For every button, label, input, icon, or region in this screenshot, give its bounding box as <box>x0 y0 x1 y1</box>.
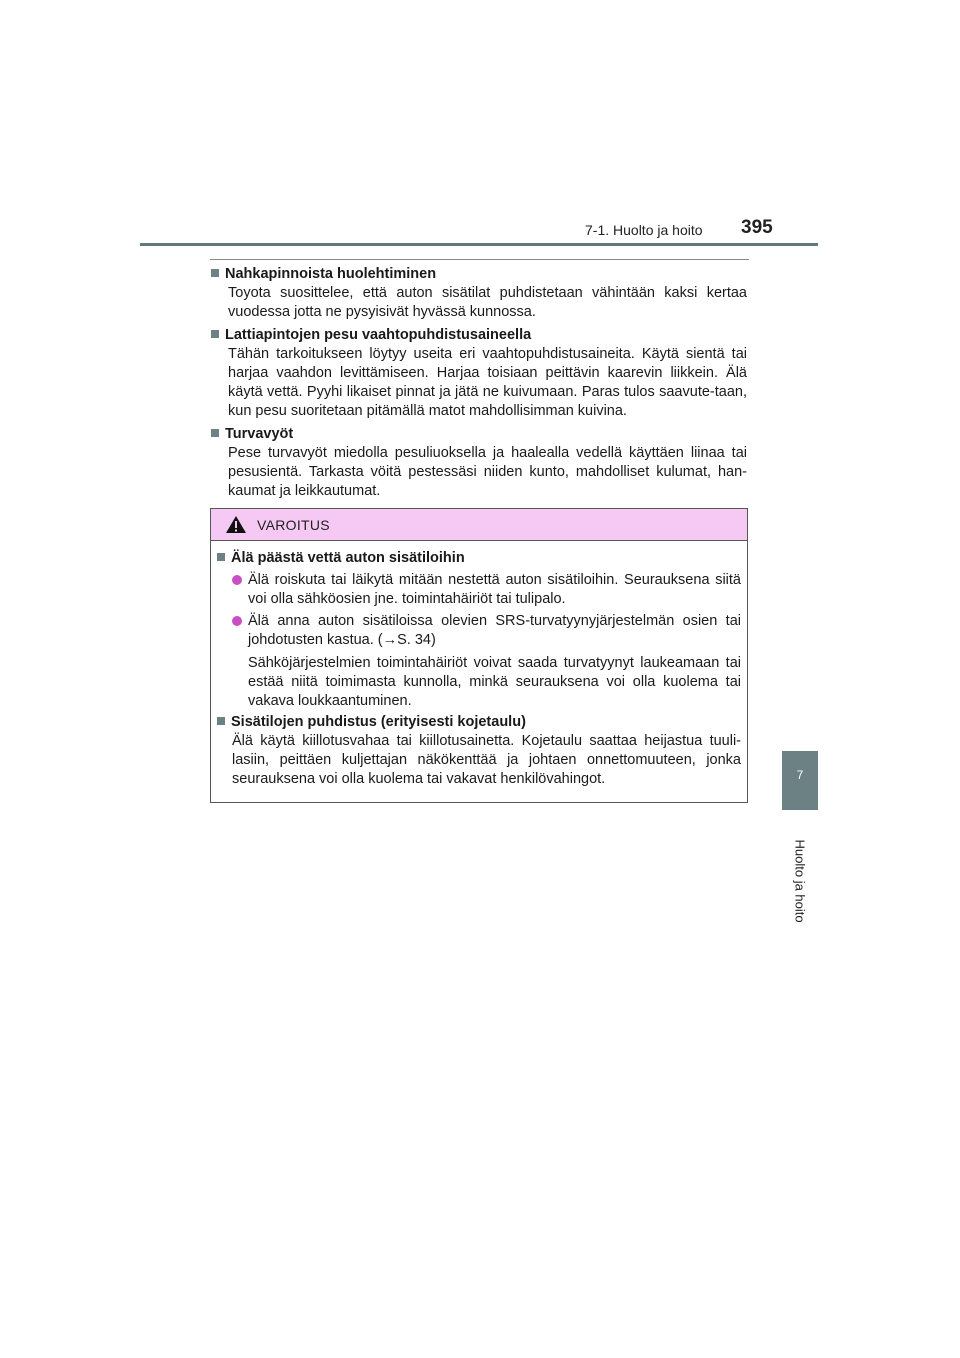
warning-section-water <box>216 549 741 711</box>
warning-title: VAROITUS <box>257 516 330 533</box>
warning-sub-paragraph: Sähköjärjestelmien toimintahäiriöt voivat saada turvatyynyt laukeamaan tai estää niitä toimimasta kunnolla, minkä seurauksena voi olla kuolema tai vakava loukkaantuminen. <box>248 655 741 709</box>
warning-bullet <box>232 612 741 650</box>
warning-section-dashboard <box>216 713 741 789</box>
circle-bullet-icon <box>232 575 242 585</box>
header-section-title: 7-1. Huolto ja hoito <box>585 222 703 238</box>
chapter-label: Huolto ja hoito <box>792 839 808 923</box>
section-body: Tähän tarkoitukseen löytyy useita eri vaahtopuhdistusaineita. Käytä sientä tai harjaa vaahdon levittämiseen. Harjaa toisiaan peittävin kaarevin liikkein. Älä käytä vettä. Pyyhi likaiset pinnat ja jätä ne kuivumaan. Paras tulos saavute-taan, kun pesu suoritetaan pitämällä matot mahdollisimman kuivina. <box>228 346 747 419</box>
section-body: Pese turvavyöt miedolla pesuliuoksella ja haalealla vedellä käyttäen liinaa tai pesusientä. Tarkasta vöitä pestessäsi niiden kunto, mahdolliset kulumat, han-kaumat ja leikkautumat. <box>228 445 747 499</box>
section-floor-cleaning <box>210 326 747 421</box>
circle-bullet-icon <box>232 616 242 626</box>
section-heading: Nahkapinnoista huolehtiminen <box>225 266 437 282</box>
section-heading: Turvavyöt <box>225 426 294 442</box>
warning-heading: Sisätilojen puhdistus (erityisesti kojetaulu) <box>231 714 526 730</box>
square-bullet-icon <box>211 429 219 437</box>
square-bullet-icon <box>211 269 219 277</box>
warning-content <box>211 541 747 789</box>
bullet-text: Älä anna auton sisätiloissa olevien SRS-turvatyynyjärjestelmän osien tai johdotusten kastua. (→S. 34) <box>248 613 741 648</box>
chapter-number: 7 <box>796 768 804 782</box>
warning-heading: Älä päästä vettä auton sisätiloihin <box>231 550 465 566</box>
content-divider <box>210 259 749 260</box>
warning-body: Älä käytä kiillotusvahaa tai kiillotusainetta. Kojetaulu saattaa heijastua tuuli-lasiin, peittäen kuljettajan näkökenttää ja johtaen onnettomuuteen, jonka seurauksena voi olla kuolema tai vakavat henkilövahingot. <box>232 733 741 787</box>
square-bullet-icon <box>217 553 225 561</box>
square-bullet-icon <box>217 717 225 725</box>
section-heading: Lattiapintojen pesu vaahtopuhdistusaineella <box>225 327 532 343</box>
main-content <box>210 265 747 505</box>
warning-triangle-icon <box>225 515 247 534</box>
warning-header <box>211 509 747 541</box>
warning-box <box>210 508 748 803</box>
section-body: Toyota suosittelee, että auton sisätilat puhdistetaan vähintään kaksi kertaa vuodessa jotta ne pysyisivät hyvässä kunnossa. <box>228 285 747 320</box>
section-leather-care <box>210 265 747 322</box>
bullet-text: Älä roiskuta tai läikytä mitään nestettä auton sisätiloihin. Seurauksena siitä voi olla sähköosien jne. toimintahäiriöt tai tulipalo. <box>248 572 741 607</box>
page-number: 395 <box>741 217 773 238</box>
warning-bullet <box>232 571 741 609</box>
square-bullet-icon <box>211 330 219 338</box>
section-seat-belts <box>210 425 747 501</box>
header-divider <box>140 243 818 246</box>
